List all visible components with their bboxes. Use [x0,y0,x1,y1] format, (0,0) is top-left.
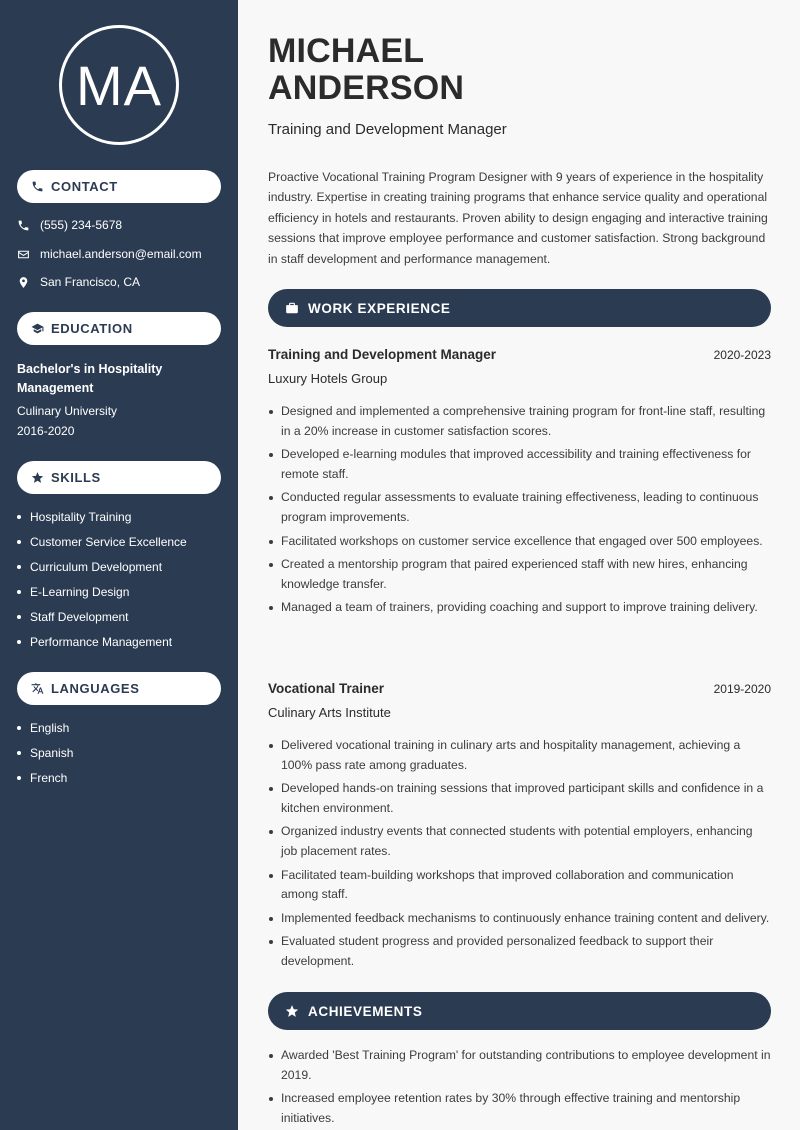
avatar-initials: MA [59,25,179,145]
job-bullet: Facilitated team-building workshops that improved collaboration and communication among staff. [268,866,771,905]
envelope-icon [17,248,30,261]
achievement-item: Increased employee retention rates by 30% through effective training and mentorship initiatives. [268,1089,771,1128]
work-heading-band [268,289,771,327]
job-organization: Luxury Hotels Group [268,371,388,386]
job-bullet: Developed hands-on training sessions that improved participant skills and confidence in a kitchen environment. [268,779,771,818]
languages-list [17,715,73,790]
job-bullets [268,736,771,976]
skill-item: Staff Development [17,604,187,629]
education-degree: Bachelor's in Hospitality Management [17,362,163,395]
language-item: English [17,715,73,740]
work-heading: WORK EXPERIENCE [308,300,451,316]
phone-icon [31,180,44,193]
graduation-cap-icon [31,322,44,335]
contact-email[interactable]: michael.anderson@email.com [40,247,202,261]
achievement-item: Awarded 'Best Training Program' for outstanding contributions to employee development in 2019. [268,1046,771,1085]
languages-heading-pill [17,672,221,705]
education-school: Culinary University [17,404,118,418]
skills-heading-pill [17,461,221,494]
job-bullet: Conducted regular assessments to evaluate training effectiveness, leading to continuous program improvements. [268,488,771,527]
candidate-title: Training and Development Manager [268,121,507,138]
job-bullets [268,402,771,622]
job-bullet: Created a mentorship program that paired experienced staff with new hires, enhancing knowledge transfer. [268,555,771,594]
skill-item: Curriculum Development [17,554,187,579]
job-bullet: Designed and implemented a comprehensive training program for front-line staff, resulting in a 20% increase in customer satisfaction scores. [268,402,771,441]
skill-item: Hospitality Training [17,504,187,529]
job-bullet: Organized industry events that connected students with potential employers, enhancing job placement rates. [268,822,771,861]
contact-phone-row [17,218,122,232]
job-dates: 2019-2020 [713,682,771,696]
education-heading: EDUCATION [51,321,133,336]
contact-location: San Francisco, CA [40,275,141,289]
sidebar [0,0,238,1130]
job-bullet: Managed a team of trainers, providing coaching and support to improve training delivery. [268,598,771,618]
location-pin-icon [17,276,30,289]
contact-phone[interactable]: (555) 234-5678 [40,218,123,232]
job-bullet: Developed e-learning modules that improved accessibility and training effectiveness for remote staff. [268,445,771,484]
contact-location-row [17,275,140,289]
phone-icon [17,219,30,232]
job-bullet: Delivered vocational training in culinary arts and hospitality management, achieving a 100% pass rate among graduates. [268,736,771,775]
language-item: French [17,765,73,790]
name-first: MICHAEL [268,32,425,70]
star-icon [31,471,44,484]
skill-item: Performance Management [17,629,187,654]
achievements-heading: ACHIEVEMENTS [308,1003,423,1019]
achievements-heading-band [268,992,771,1030]
job-bullet: Implemented feedback mechanisms to continuously enhance training content and delivery. [268,909,771,929]
name-last: ANDERSON [268,69,465,107]
contact-email-row [17,247,202,261]
job-organization: Culinary Arts Institute [268,705,391,720]
job-header [268,681,771,696]
job-bullet: Facilitated workshops on customer service excellence that engaged over 500 employees. [268,532,771,552]
skill-item: E-Learning Design [17,579,187,604]
education-heading-pill [17,312,221,345]
skills-list [17,504,187,654]
skills-heading: SKILLS [51,470,101,485]
education-years: 2016-2020 [17,424,75,438]
job-header [268,347,771,362]
job-dates: 2020-2023 [713,348,771,362]
briefcase-icon [285,301,299,315]
languages-heading: LANGUAGES [51,681,140,696]
skill-item: Customer Service Excellence [17,529,187,554]
star-icon [285,1004,299,1018]
job-role: Training and Development Manager [268,347,497,362]
candidate-name [268,33,464,107]
profile-summary: Proactive Vocational Training Program Designer with 9 years of experience in the hospitality industry. Expertise in creating training programs that enhance service quality and operational efficiency in hotels and restaurants. Proven ability to design engaging and interactive training sessions that improve employee performance and customer satisfaction. Strong background in staff development and performance management. [268,170,768,266]
achievements-list [268,1046,771,1130]
contact-heading-pill [17,170,221,203]
job-role: Vocational Trainer [268,681,385,696]
contact-heading: CONTACT [51,179,118,194]
translate-icon [31,682,44,695]
language-item: Spanish [17,740,73,765]
job-bullet: Evaluated student progress and provided personalized feedback to support their development. [268,932,771,971]
